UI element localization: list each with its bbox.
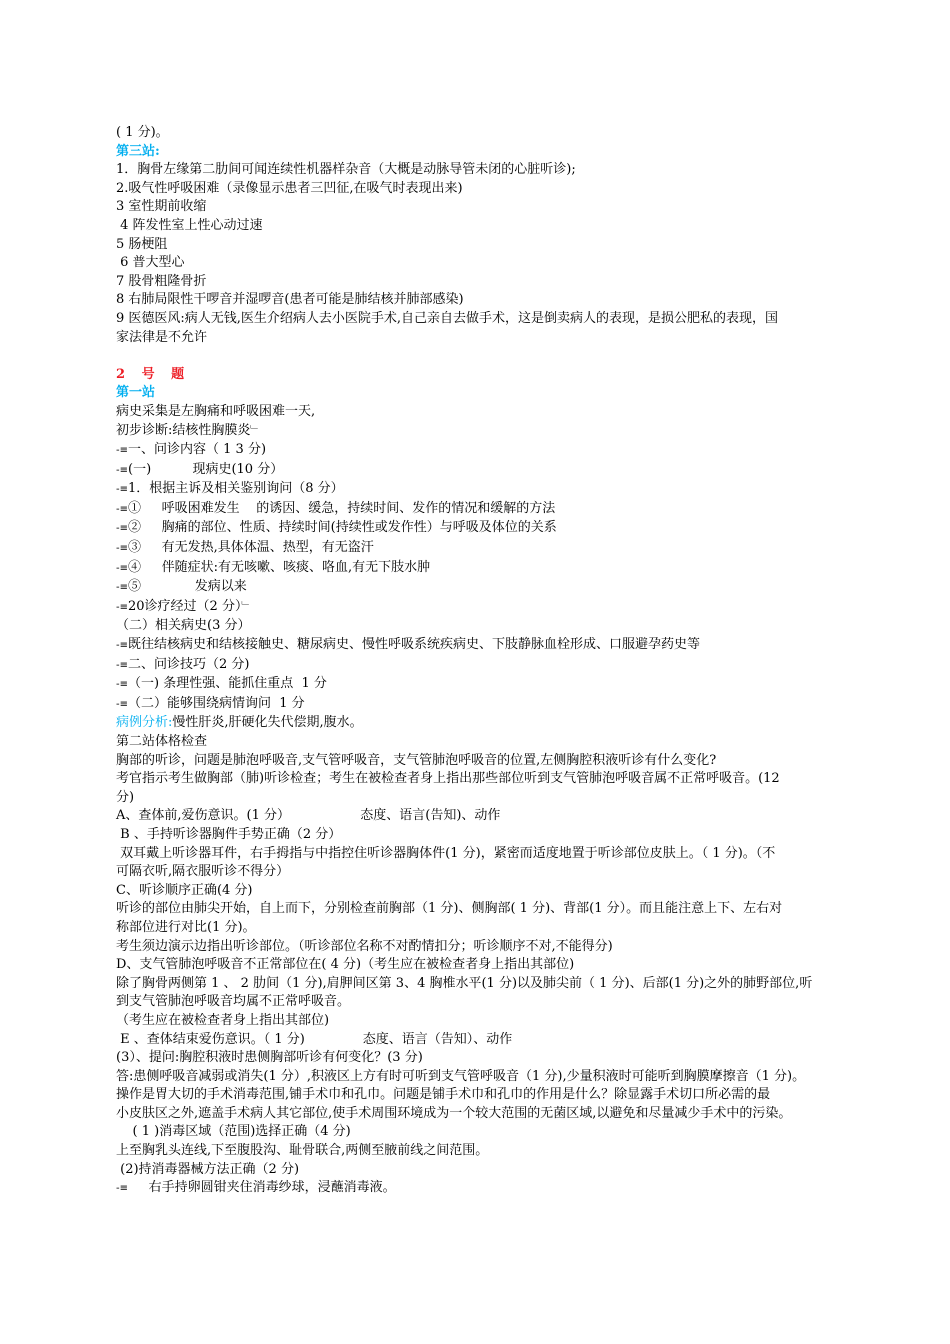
text-line xyxy=(116,578,856,598)
text-line: 第二站体格检查 xyxy=(116,734,208,749)
text-line xyxy=(116,714,856,733)
line-text: 既往结核病史和结核接触史、糖尿病史、慢性呼吸系统疾病史、下肢静脉血栓形成、口服避孕药史等 xyxy=(128,637,701,653)
text-line: (2)持消毒器械方法正确（2 分) xyxy=(116,1161,300,1177)
text-line: （考生应在被检查者身上指出其部位) xyxy=(116,1012,330,1028)
bullet-mark: -≡ xyxy=(116,484,128,496)
bullet-mark: -≡ xyxy=(116,679,128,691)
text-line: 胸部的听诊，问题是肺泡呼吸音,支气管呼吸音，支气管肺泡呼吸音的位置,左侧胸腔积液听诊有什么变化? xyxy=(116,752,717,768)
corner-mark: ﹂ xyxy=(241,601,252,613)
question-heading: 2 号 题 xyxy=(116,366,191,382)
bullet-mark: -≡ xyxy=(116,698,128,710)
text-line: 操作是胃大切的手术消毒范围,铺手术巾和孔巾。问题是铺手术巾和孔巾的作用是什么？除显露手术切口所必需的最 xyxy=(116,1087,771,1103)
line-text: ③ 有无发热,具体体温、热型，有无盗汗 xyxy=(128,540,374,556)
bullet-mark: -≡ xyxy=(116,640,128,652)
text-line: 答:患侧呼吸音减弱或消失(1 分）,积液区上方有时可听到支气管呼吸音（1 分),少量积液时可能听到胸膜摩擦音（1 分)。 xyxy=(116,1068,806,1084)
line-text: ④ 伴随症状:有无咳嗽、咳痰、咯血,有无下肢水肿 xyxy=(128,559,431,575)
line-text: 20诊疗经过（2 分） xyxy=(128,598,242,614)
text-line: 小皮肤区之外,遮盖手术病人其它部位,使手术周围环境成为一个较大范围的无菌区域,以避免和尽量减少手术中的污染。 xyxy=(116,1105,792,1121)
text-line: 2.吸气性呼吸困难（录像显示患者三凹征,在吸气时表现出来) xyxy=(116,180,463,196)
station-heading: 第三站: xyxy=(116,143,160,159)
line-text: ① 呼吸困难发生 的诱因、缓急，持续时间、发作的情况和缓解的方法 xyxy=(128,500,556,516)
text-line: 上至胸乳头连线,下至腹股沟、耻骨联合,两侧至腋前线之间范围。 xyxy=(116,1143,489,1159)
text-line xyxy=(116,636,856,656)
text-line: 8 右肺局限性干啰音并湿啰音(患者可能是肺结核并肺部感染) xyxy=(116,292,464,308)
text-line: 3 室性期前收缩 xyxy=(116,199,207,215)
text-line: ( 1 分)。 xyxy=(116,125,169,140)
text-line: 7 股骨粗隆骨折 xyxy=(116,273,207,289)
text-line: 4 阵发性室上性心动过速 xyxy=(116,217,263,233)
text-line xyxy=(116,519,856,539)
text-line: 考官指示考生做胸部（肺)听诊检查；考生在被检查者身上指出那些部位听到支气管肺泡呼吸音属不正常呼吸音。(12 xyxy=(116,771,780,787)
text-line: D、支气管肺泡呼吸音不正常部位在( 4 分)（考生应在被检查者身上指出其部位) xyxy=(116,957,575,973)
text-line: 可隔衣听,隔衣服听诊不得分） xyxy=(116,864,290,880)
text-line: (3）、提问:胸腔积液时患侧胸部听诊有何变化？(3 分) xyxy=(116,1050,423,1066)
text-line xyxy=(116,441,856,461)
text-line: 听诊的部位由肺尖开始，自上而下，分别检查前胸部（1 分)、侧胸部( 1 分)、背部(1 分）。而且能注意上下、左右对 xyxy=(116,901,783,917)
text-line: 9 医德医风:病人无钱,医生介绍病人去小医院手术,自己亲自去做手术，这是倒卖病人的表现，是损公肥私的表现，国 xyxy=(116,310,779,326)
text-line: 病史采集是左胸痛和呼吸困难一天, xyxy=(116,403,316,419)
text-line: 家法律是不允许 xyxy=(116,329,208,345)
text-line xyxy=(116,500,856,520)
text-line: 分) xyxy=(116,789,135,805)
bullet-mark: -≡ xyxy=(116,562,128,574)
text-line: 称部位进行对比(1 分)。 xyxy=(116,919,256,935)
text-line: C、听诊顺序正确(4 分) xyxy=(116,882,253,898)
line-text: 一、问诊内容（ 1 3 分) xyxy=(128,442,267,458)
bullet-mark: -≡ xyxy=(116,659,128,671)
bullet-mark: -≡ xyxy=(116,503,128,515)
bullet-mark: -≡ xyxy=(116,601,128,613)
text-line xyxy=(116,422,856,442)
bullet-mark: -≡ xyxy=(116,1183,128,1195)
text-line xyxy=(116,1179,856,1199)
text-line xyxy=(116,461,856,481)
text-line: 1．胸骨左缘第二肋间可闻连续性机器样杂音（大概是动脉导管未闭的心脏听诊); xyxy=(116,162,576,178)
text-line: B 、手持听诊器胸件手势正确（2 分） xyxy=(116,826,342,842)
text-line xyxy=(116,539,856,559)
corner-mark: ﹂ xyxy=(250,425,261,437)
text-line: 考生须边演示边指出听诊部位。（听诊部位名称不对酌情扣分；听诊顺序不对,不能得分) xyxy=(116,938,613,954)
text-line: 6 普大型心 xyxy=(116,255,185,271)
document-body xyxy=(116,124,856,1199)
bullet-mark: -≡ xyxy=(116,543,128,555)
case-analysis-label: 病例分析: xyxy=(116,715,173,731)
blank-line xyxy=(116,347,856,366)
line-text: 右手持卵圆钳夹住消毒纱球，浸蘸消毒液。 xyxy=(128,1180,396,1196)
text-line: 5 肠梗阻 xyxy=(116,236,168,252)
line-text: 二、问诊技巧（2 分) xyxy=(128,656,250,672)
line-text: ② 胸痛的部位、性质、持续时间(持续性或发作性）与呼吸及体位的关系 xyxy=(128,520,557,536)
text-line xyxy=(116,695,856,715)
line-text: （二）能够围绕病情询问 1 分 xyxy=(128,695,305,711)
line-text: 慢性肝炎,肝硬化失代偿期,腹水。 xyxy=(172,715,363,731)
line-text: (一) 现病史(10 分） xyxy=(128,461,284,477)
line-text: 1．根据主诉及相关鉴别询问（8 分） xyxy=(128,481,344,497)
line-text: ⑤ 发病以来 xyxy=(128,579,247,595)
text-line: ( 1 )消毒区域（范围)选择正确（4 分) xyxy=(116,1124,351,1140)
bullet-mark: -≡ xyxy=(116,445,128,457)
bullet-mark: -≡ xyxy=(116,582,128,594)
text-line: 除了胸骨两侧第 1 、 2 肋间（1 分),肩胛间区第 3、4 胸椎水平(1 分)以及肺尖前（ 1 分)、后部(1 分)之外的肺野部位,听 xyxy=(116,975,813,991)
station-heading: 第一站 xyxy=(116,385,156,401)
text-line: E 、查体结束爱伤意识。（ 1 分) 态度、语言（告知）、动作 xyxy=(116,1031,513,1047)
text-line: （二）相关病史(3 分） xyxy=(116,618,251,634)
text-line: 到支气管肺泡呼吸音均属不正常呼吸音。 xyxy=(116,994,351,1010)
bullet-mark: -≡ xyxy=(116,523,128,535)
bullet-mark: -≡ xyxy=(116,464,128,476)
text-line xyxy=(116,480,856,500)
text-line xyxy=(116,675,856,695)
text-line xyxy=(116,559,856,579)
text-line: 双耳戴上听诊器耳件，右手拇指与中指控住听诊器胸体件(1 分)，紧密而适度地置于听诊部位皮肤上。（ 1 分)。（不 xyxy=(116,845,776,861)
text-line: A、查体前,爱伤意识。(1 分） 态度、语言(告知)、动作 xyxy=(116,808,501,824)
line-text: 初步诊断:结核性胸膜炎 xyxy=(116,422,251,438)
text-line xyxy=(116,656,856,676)
line-text: （一) 条理性强、能抓住重点 1 分 xyxy=(128,676,327,692)
text-line xyxy=(116,598,856,618)
